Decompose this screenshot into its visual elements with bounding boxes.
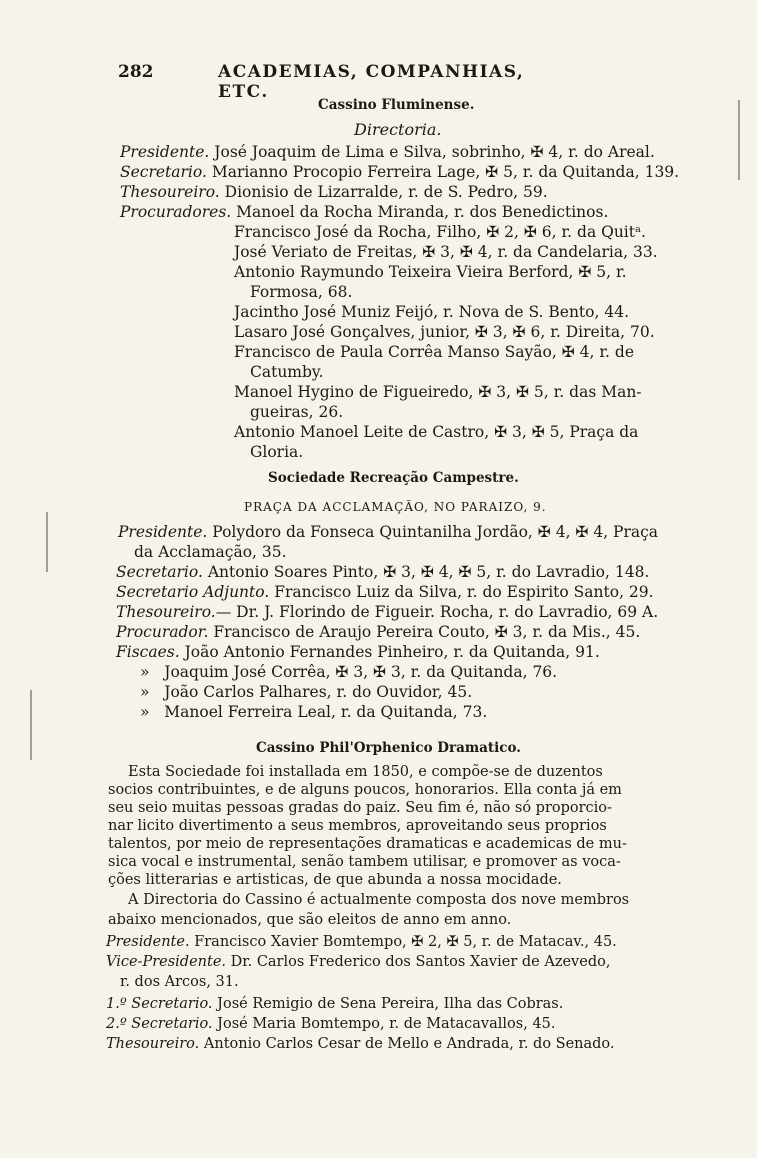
- list-item: [120, 142, 655, 162]
- list-item: [250, 402, 343, 422]
- list-item: [140, 662, 557, 682]
- role-label: Thesoureiro.—: [116, 603, 232, 621]
- entry-text: José Veriato de Freitas, ✠ 3, ✠ 4, r. da Candelaria, 33.: [234, 243, 658, 261]
- list-item: [106, 932, 617, 952]
- entry-text: Formosa, 68.: [250, 283, 353, 301]
- list-item: [234, 422, 638, 442]
- list-item: [234, 222, 646, 242]
- role-label: 1.º Secretario.: [106, 996, 213, 1012]
- list-item: [120, 182, 548, 202]
- list-item: [106, 994, 563, 1014]
- edge-mark: [738, 100, 740, 180]
- entry-text: Catumby.: [250, 363, 324, 381]
- entry-text: Polydoro da Fonseca Quintanilha Jordão, ✠ 4, ✠ 4, Praça: [212, 523, 659, 541]
- paragraph-line: seu seio muitas pessoas gradas do paiz. Seu fim é, não só proporcio-: [108, 800, 612, 816]
- list-item: [140, 682, 472, 702]
- role-label: »: [140, 663, 150, 681]
- entry-text: Manoel Ferreira Leal, r. da Quitanda, 73.: [164, 703, 488, 721]
- role-label: »: [140, 703, 150, 721]
- role-label: Thesoureiro.: [120, 183, 220, 201]
- role-label: Secretario.: [120, 163, 207, 181]
- list-item: [116, 602, 658, 622]
- section-subtitle-directoria: Directoria.: [354, 120, 442, 139]
- list-item: [250, 442, 303, 462]
- list-item: [106, 1014, 556, 1034]
- paragraph-line: abaixo mencionados, que são eleitos de anno em anno.: [108, 912, 512, 928]
- role-label: Secretario Adjunto.: [116, 583, 270, 601]
- paragraph-line: talentos, por meio de representações dramaticas e academicas de mu-: [108, 836, 627, 852]
- edge-mark: [30, 690, 32, 760]
- list-item: [234, 242, 658, 262]
- section-address: PRAÇA DA ACCLAMAÇÃO, NO PARAIZO, 9.: [244, 500, 547, 514]
- list-item: [250, 282, 352, 302]
- list-item: [234, 262, 627, 282]
- running-head-title: ACADEMIAS, COMPANHIAS, ETC.: [218, 62, 525, 102]
- page-number: 282: [118, 62, 154, 82]
- edge-mark: [46, 512, 48, 572]
- role-label: Procuradores.: [120, 203, 232, 221]
- role-label: Secretario.: [116, 563, 203, 581]
- entry-text: Francisco José da Rocha, Filho, ✠ 2, ✠ 6, r. da Quitᵃ.: [234, 223, 646, 241]
- entry-text: Manoel da Rocha Miranda, r. dos Benedictinos.: [236, 203, 609, 221]
- entry-text: Gloria.: [250, 443, 304, 461]
- role-label: Vice-Presidente.: [106, 954, 227, 970]
- list-item: [134, 542, 287, 562]
- role-label: Presidente.: [118, 523, 208, 541]
- role-label: Presidente.: [120, 143, 210, 161]
- entry-text: Francisco de Paula Corrêa Manso Sayão, ✠ 4, r. de: [234, 343, 635, 361]
- list-item: [116, 562, 649, 582]
- section-title-cassino-fluminense: Cassino Fluminense.: [318, 97, 475, 113]
- running-header: [118, 62, 578, 102]
- entry-text: José Joaquim de Lima e Silva, sobrinho, ✠ 4, r. do Areal.: [214, 143, 655, 161]
- paragraph-line: A Directoria do Cassino é actualmente composta dos nove membros: [128, 892, 630, 908]
- entry-text: Jacintho José Muniz Feijó, r. Nova de S. Bento, 44.: [234, 303, 629, 321]
- entry-text: Joaquim José Corrêa, ✠ 3, ✠ 3, r. da Quitanda, 76.: [164, 663, 558, 681]
- section-title-sociedade-recreacao: Sociedade Recreação Campestre.: [268, 470, 519, 486]
- list-item: [116, 582, 654, 602]
- list-item: [120, 202, 608, 222]
- list-item: [234, 382, 642, 402]
- entry-text: Antonio Raymundo Teixeira Vieira Berford, ✠ 5, r.: [234, 263, 627, 281]
- entry-text: José Maria Bomtempo, r. de Matacavallos, 45.: [217, 1016, 556, 1032]
- list-item: [234, 342, 634, 362]
- entry-text: Manoel Hygino de Figueiredo, ✠ 3, ✠ 5, r. das Man-: [234, 383, 642, 401]
- entry-text: Antonio Manoel Leite de Castro, ✠ 3, ✠ 5, Praça da: [234, 423, 639, 441]
- list-item: [250, 362, 324, 382]
- list-item: [116, 642, 600, 662]
- paragraph-line: Esta Sociedade foi installada em 1850, e compõe-se de duzentos: [128, 764, 603, 780]
- list-item: [140, 702, 487, 722]
- entry-text: Marianno Procopio Ferreira Lage, ✠ 5, r. da Quitanda, 139.: [211, 163, 680, 181]
- entry-text: João Antonio Fernandes Pinheiro, r. da Quitanda, 91.: [184, 643, 600, 661]
- entry-text: Francisco de Araujo Pereira Couto, ✠ 3, r. da Mis., 45.: [213, 623, 641, 641]
- entry-text: r. dos Arcos, 31.: [120, 974, 239, 990]
- entry-text: Dionisio de Lizarralde, r. de S. Pedro, 59.: [224, 183, 548, 201]
- paragraph-line: ções litterarias e artisticas, de que abunda a nossa mocidade.: [108, 872, 562, 888]
- entry-text: gueiras, 26.: [250, 403, 344, 421]
- entry-text: da Acclamação, 35.: [134, 543, 287, 561]
- list-item: [118, 522, 658, 542]
- role-label: 2.º Secretario.: [106, 1016, 213, 1032]
- role-label: Thesoureiro.: [106, 1036, 200, 1052]
- paragraph-line: nar licito divertimento a seus membros, aproveitando seus proprios: [108, 818, 607, 834]
- entry-text: Dr. Carlos Frederico dos Santos Xavier de Azevedo,: [230, 954, 611, 970]
- paragraph-line: sica vocal e instrumental, senão tambem utilisar, e promover as voca-: [108, 854, 621, 870]
- entry-text: Antonio Carlos Cesar de Mello e Andrada, r. do Senado.: [203, 1036, 615, 1052]
- entry-text: Dr. J. Florindo de Figueir. Rocha, r. do Lavradio, 69 A.: [236, 603, 659, 621]
- entry-text: Francisco Luiz da Silva, r. do Espirito Santo, 29.: [274, 583, 654, 601]
- role-label: Presidente.: [106, 934, 190, 950]
- role-label: Fiscaes.: [116, 643, 180, 661]
- list-item: [234, 322, 655, 342]
- list-item: [234, 302, 629, 322]
- section-title-cassino-philorphenico: Cassino Phil'Orphenico Dramatico.: [256, 740, 521, 756]
- entry-text: Lasaro José Gonçalves, junior, ✠ 3, ✠ 6, r. Direita, 70.: [234, 323, 655, 341]
- role-label: »: [140, 683, 150, 701]
- entry-text: João Carlos Palhares, r. do Ouvidor, 45.: [164, 683, 473, 701]
- role-label: Procurador.: [116, 623, 209, 641]
- list-item: [106, 1034, 615, 1054]
- entry-text: Francisco Xavier Bomtempo, ✠ 2, ✠ 5, r. de Matacav., 45.: [194, 934, 617, 950]
- entry-text: José Remigio de Sena Pereira, Ilha das Cobras.: [217, 996, 564, 1012]
- list-item: [106, 952, 610, 972]
- list-item: [120, 972, 239, 992]
- list-item: [120, 162, 679, 182]
- entry-text: Antonio Soares Pinto, ✠ 3, ✠ 4, ✠ 5, r. do Lavradio, 148.: [207, 563, 650, 581]
- paragraph-line: socios contribuintes, e de alguns poucos, honorarios. Ella conta já em: [108, 782, 622, 798]
- list-item: [116, 622, 640, 642]
